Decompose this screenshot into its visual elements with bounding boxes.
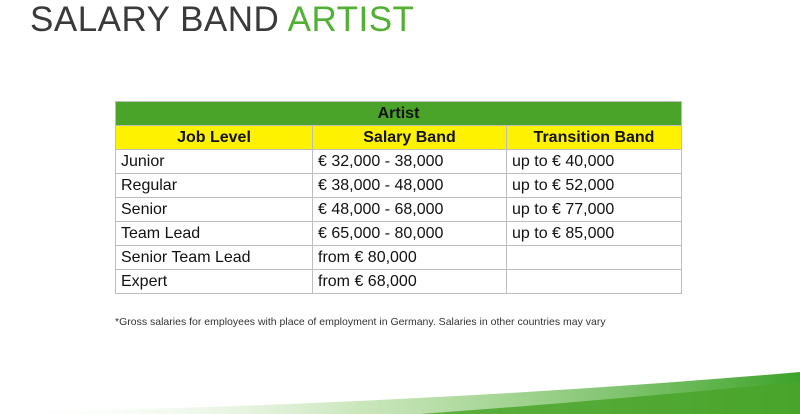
transition-band-cell — [507, 246, 682, 270]
column-header-job-level: Job Level — [116, 126, 313, 150]
job-level-cell: Junior — [116, 150, 313, 174]
salary-band-cell: € 38,000 - 48,000 — [313, 174, 507, 198]
table-row — [116, 270, 682, 294]
salary-band-cell: from € 80,000 — [313, 246, 507, 270]
table-row — [116, 174, 682, 198]
table-column-header-row — [116, 126, 682, 150]
title-prefix: SALARY BAND — [30, 0, 280, 39]
salary-table — [115, 101, 682, 294]
transition-band-cell: up to € 85,000 — [507, 222, 682, 246]
job-level-cell: Team Lead — [116, 222, 313, 246]
table-row — [116, 198, 682, 222]
transition-band-cell: up to € 40,000 — [507, 150, 682, 174]
column-header-salary-band: Salary Band — [313, 126, 507, 150]
salary-band-cell: from € 68,000 — [313, 270, 507, 294]
salary-band-cell: € 65,000 - 80,000 — [313, 222, 507, 246]
salary-band-cell: € 32,000 - 38,000 — [313, 150, 507, 174]
table-group-header-row — [116, 102, 682, 126]
column-header-transition-band: Transition Band — [507, 126, 682, 150]
salary-band-cell: € 48,000 - 68,000 — [313, 198, 507, 222]
transition-band-cell: up to € 77,000 — [507, 198, 682, 222]
job-level-cell: Senior Team Lead — [116, 246, 313, 270]
transition-band-cell — [507, 270, 682, 294]
table-group-header: Artist — [116, 102, 682, 126]
transition-band-cell: up to € 52,000 — [507, 174, 682, 198]
footnote: *Gross salaries for employees with place of employment in Germany. Salaries in other countries may vary — [115, 316, 606, 328]
job-level-cell: Senior — [116, 198, 313, 222]
table-row — [116, 246, 682, 270]
table-row — [116, 150, 682, 174]
title-accent: ARTIST — [287, 0, 415, 39]
page-title — [30, 0, 414, 40]
job-level-cell: Regular — [116, 174, 313, 198]
job-level-cell: Expert — [116, 270, 313, 294]
table-row — [116, 222, 682, 246]
